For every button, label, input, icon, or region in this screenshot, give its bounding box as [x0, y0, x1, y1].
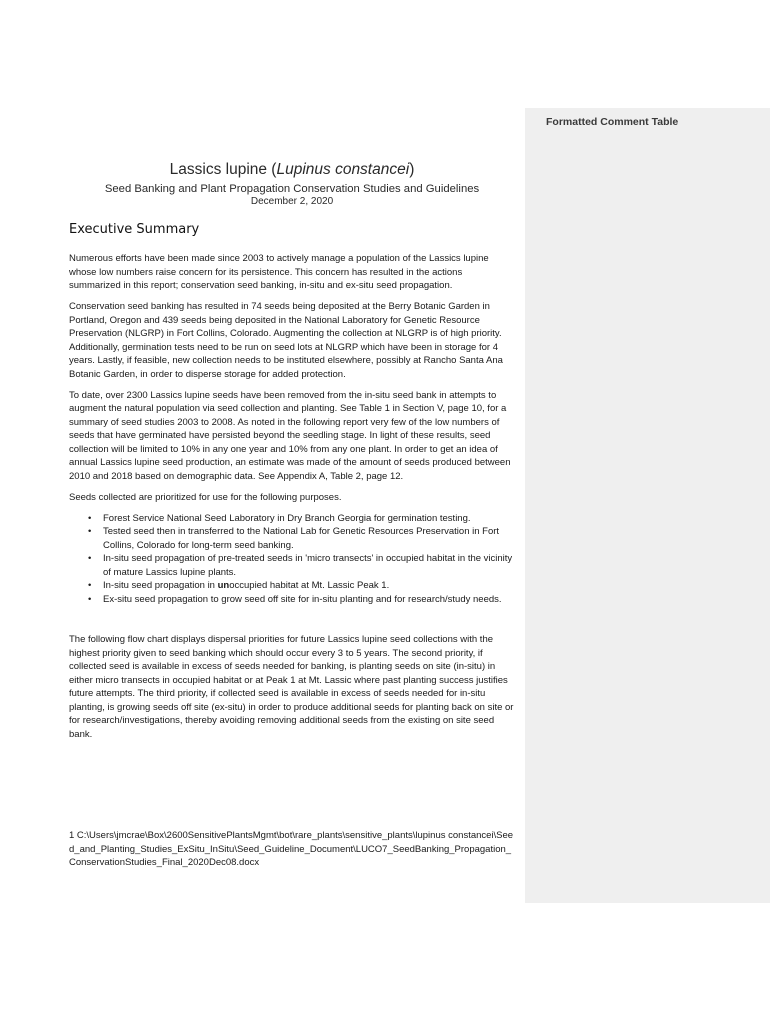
list-item: • Ex-situ seed propagation to grow seed off site for in-situ planting and for research/study needs. [88, 593, 502, 605]
document-date: December 2, 2020 [250, 196, 334, 207]
paragraph: Seeds collected are prioritized for use for the following purposes. [69, 491, 342, 503]
paragraph: To date, over 2300 Lassics lupine seeds have been removed from the in-situ seed bank in attempts to augment the natural population via seed collection and planting. See Table 1 in Section V, page 10, for a summary of seed studies 2003 to 2008. As noted in the following report very few of the low numbers of seeds that have germinated have persisted beyond the seedling stage. In light of these results, seed collection will be limited to 10% in any one year and 10% from any one plant. In order to get an idea of annual Lassics lupine seed production, an estimate was made of the amount of seeds produced between 2010 and 2018 based on demographic data. See Appendix A, Table 2, page 12. [69, 389, 511, 482]
comment-label: Formatted Comment Table [546, 116, 679, 128]
paragraph: Conservation seed banking has resulted in 74 seeds being deposited at the Berry Botanic Garden in Portland, Oregon and 439 seeds being deposited in the National Laboratory for Genetic Resource Preservation (NLGRP) in Fort Collins, Colorado. Augmenting the collection at NLGRP is of high priority. Additionally, germination tests need to be run on seed lots at NLGRP which have been in storage for 4 years. Lastly, if feasible, new collection needs to be instituted elsewhere, possibly at Rancho Santa Ana Botanic Garden, in order to disperse storage for added protection. [69, 301, 503, 380]
title-species: Lupinus constancei [276, 161, 410, 178]
list-item: • Tested seed then in transferred to the National Lab for Genetic Resources Preservation in Fort Collins, Colorado for long-term seed banking. [88, 526, 500, 551]
emphasis-text: un [217, 580, 230, 591]
paragraph: Numerous efforts have been made since 2003 to actively manage a population of the Lassics lupine whose low numbers raise concern for its persistence. This concern has resulted in the actions summarized in this report; conservation seed banking, in-situ and ex-situ seed propagation. [69, 253, 489, 291]
closing-paragraph: The following flow chart displays dispersal priorities for future Lassics lupine seed collections with the highest priority given to seed banking which should occur every 3 to 5 years. The second priority, if collected seed is available in excess of seeds needed for banking, is planting seeds on site (in-situ) in either micro transects in occupied habitat or at Peak 1 at Mt. Lassic where past planting success justifies future attempts. The third priority, if collected seed is available in excess of seeds needed for in-situ planting, is growing seeds off site (ex-situ) in order to produce additional seeds for planting back on site or for research/investigations, thereby avoiding removing additional seeds from the existing on site seed bank. [69, 634, 514, 740]
section-heading: Executive Summary [69, 222, 200, 237]
bullet-icon: • [88, 580, 92, 591]
list-item: • In-situ seed propagation of pre-treated seeds in 'micro transects' in occupied habitat in the vicinity of mature Lassics lupine plants. [88, 553, 513, 578]
list-item: • Forest Service National Seed Laboratory in Dry Branch Georgia for germination testing. [88, 512, 471, 524]
bullet-icon: • [88, 512, 92, 524]
bullet-icon: • [88, 593, 92, 605]
title-suffix: ) [409, 161, 415, 178]
document-title [69, 161, 515, 179]
list-item: • In-situ seed propagation in unoccupied habitat at Mt. Lassic Peak 1. [88, 580, 390, 591]
bullet-icon: • [88, 526, 92, 537]
body-text [69, 252, 515, 749]
title-prefix: Lassics lupine ( [169, 161, 277, 178]
comment-pane [525, 108, 770, 903]
bullet-icon: • [88, 553, 92, 564]
priority-list [69, 512, 515, 607]
footnote: 1 C:\Users\jmcrae\Box\2600SensitivePlantsMgmt\bot\rare_plants\sensitive_plants\lupinus constancei\Seed_and_Planting_Studies_ExSitu_InSitu\Seed_Guideline_Document\LUCO7_SeedBanking_Propagation_ConservationStudies_Final_2020Dec08.docx [69, 830, 514, 868]
document-subtitle: Seed Banking and Plant Propagation Conservation Studies and Guidelines [104, 183, 480, 195]
